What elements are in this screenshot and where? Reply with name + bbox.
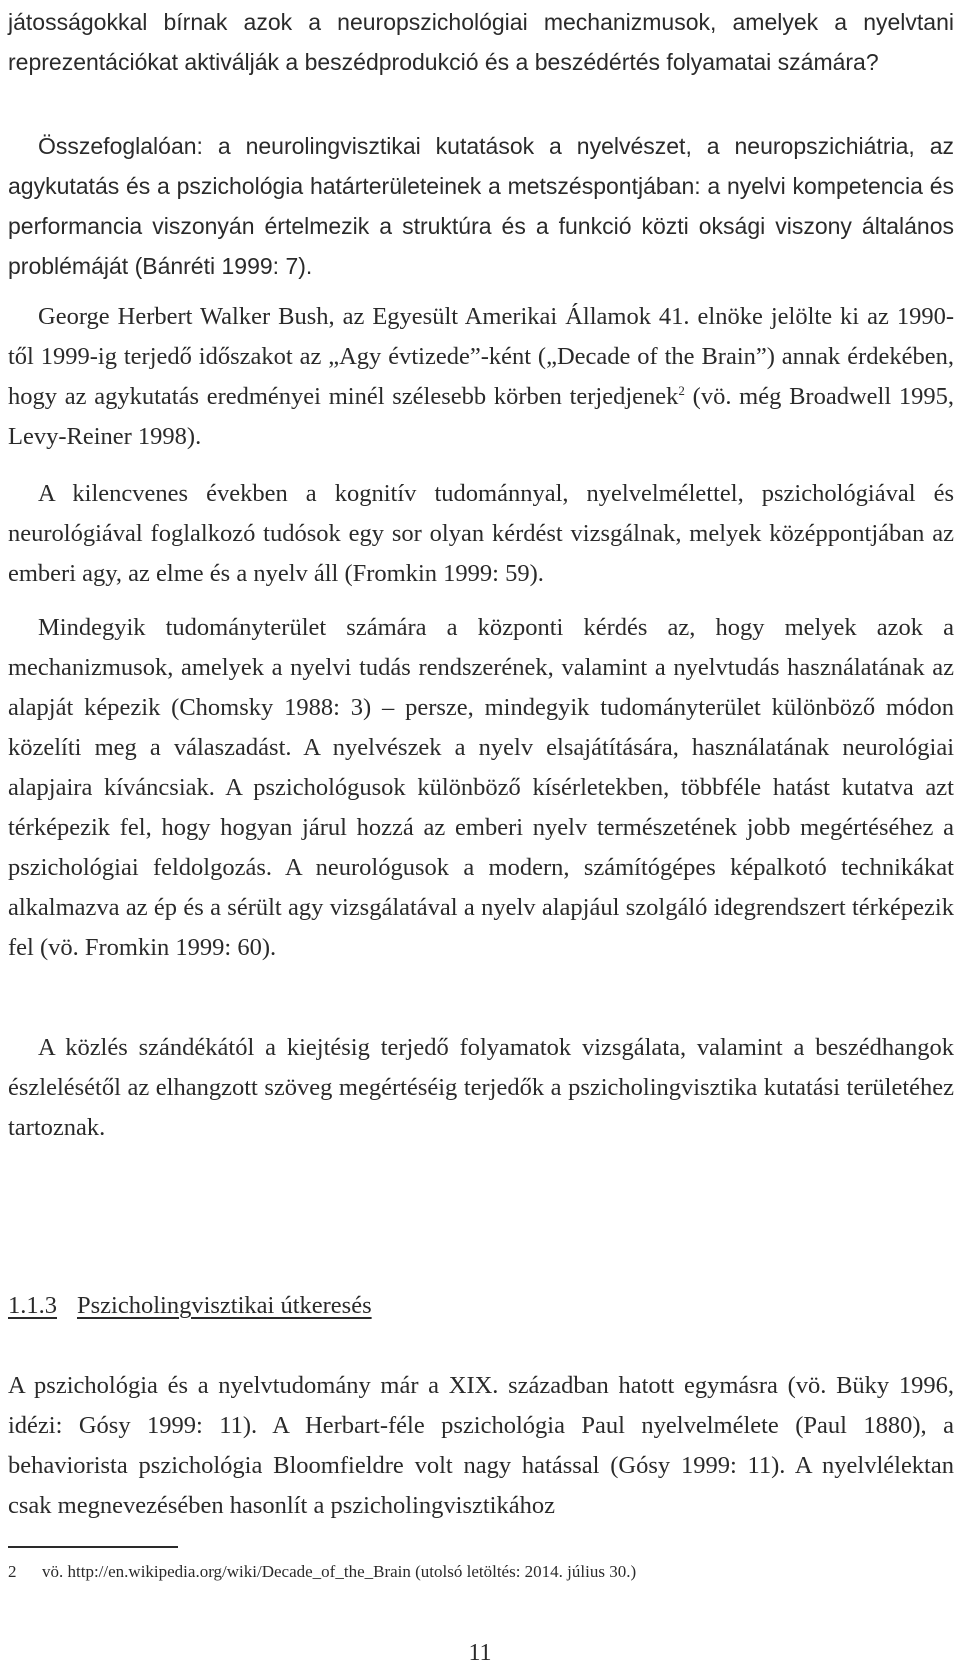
section-number: 1.1.3 [8,1292,57,1319]
paragraph-decade-of-brain-tail: (vö. még Broadwell 1995, Levy-Reiner 1998). [8,383,954,450]
section-title: Pszicholingvisztikai útkeresés [77,1292,372,1319]
paragraph-decade-of-brain-text: George Herbert Walker Bush, az Egyesült Amerikai Államok 41. elnöke jelölte ki az 1990-től 1999-ig terjedő időszakot az „Agy évtizede”-ként („Decade of the Brain”) annak érdekében, hogy az agykutatás eredményei minél szélesebb körben terjedjenek [8,303,954,410]
section-heading [8,1286,372,1326]
footnote-reference: 2 [678,382,685,398]
footnote-divider [8,1546,178,1548]
footnote [8,1560,954,1584]
paragraph-continuation: játosságokkal bírnak azok a neuropszichológiai mechanizmusok, amelyek a nyelvtani reprezentációkat aktiválják a beszédprodukció és a beszédértés folyamatai számára? [8,9,954,75]
page-number: 11 [468,1640,492,1666]
paragraph-decade-of-brain [8,297,954,457]
paragraph-neurolinguistics-summary: Összefoglalóan: a neurolingvisztikai kutatások a nyelvészet, a neuropszichiátria, az agykutatás és a pszichológia határterületeinek a metszéspontjában: a nyelvi kompetencia és performancia viszonyán értelmezik a struktúra és a funkció közti oksági viszony általános problémáját (Bánréti 1999: 7). [8,133,954,279]
footnote-text: vö. http://en.wikipedia.org/wiki/Decade_of_the_Brain (utolsó letöltés: 2014. július 30.) [42,1562,637,1581]
paragraph-nineties-research: A kilencvenes években a kognitív tudománnyal, nyelvelmélettel, pszichológiával és neurológiával foglalkozó tudósok egy sor olyan kérdést vizsgálnak, melyek középpontjában az emberi agy, az elme és a nyelv áll (Fromkin 1999: 59). [8,480,954,587]
paragraph-psycholinguistics-scope: A közlés szándékától a kiejtésig terjedő folyamatok vizsgálata, valamint a beszédhangok észlelésétől az elhangzott szöveg megértéséig terjedők a pszicholingvisztika kutatási területéhez tartoznak. [8,1034,954,1141]
footnote-number: 2 [8,1562,17,1581]
paragraph-history: A pszichológia és a nyelvtudomány már a XIX. században hatott egymásra (vö. Büky 1996, idézi: Gósy 1999: 11). A Herbart-féle pszichológia Paul nyelvelmélete (Paul 1880), a behaviorista pszichológia Bloomfieldre volt nagy hatással (Gósy 1999: 11). A nyelvlélektan csak megnevezésében hasonlít a pszicholingvisztikához [8,1372,954,1519]
paragraph-central-question: Mindegyik tudományterület számára a központi kérdés az, hogy melyek azok a mechanizmusok, amelyek a nyelvi tudás rendszerének, valamint a nyelvtudás használatának az alapját képezik (Chomsky 1988: 3) – persze, mindegyik tudományterület különböző módon közelíti meg a válaszadást. A nyelvészek a nyelv elsajátítására, használatának neurológiai alapjaira kíváncsiak. A pszichológusok különböző kísérletekben, többféle hatást kutatva azt térképezik fel, hogy hogyan járul hozzá az emberi nyelv természetének jobb megértéséhez a pszichológiai feldolgozás. A neurológusok a modern, számítógépes képalkotó technikákat alkalmazva az ép és a sérült agy vizsgálatával a nyelv alapjául szolgáló idegrendszert térképezik fel (vö. Fromkin 1999: 60). [8,614,954,961]
